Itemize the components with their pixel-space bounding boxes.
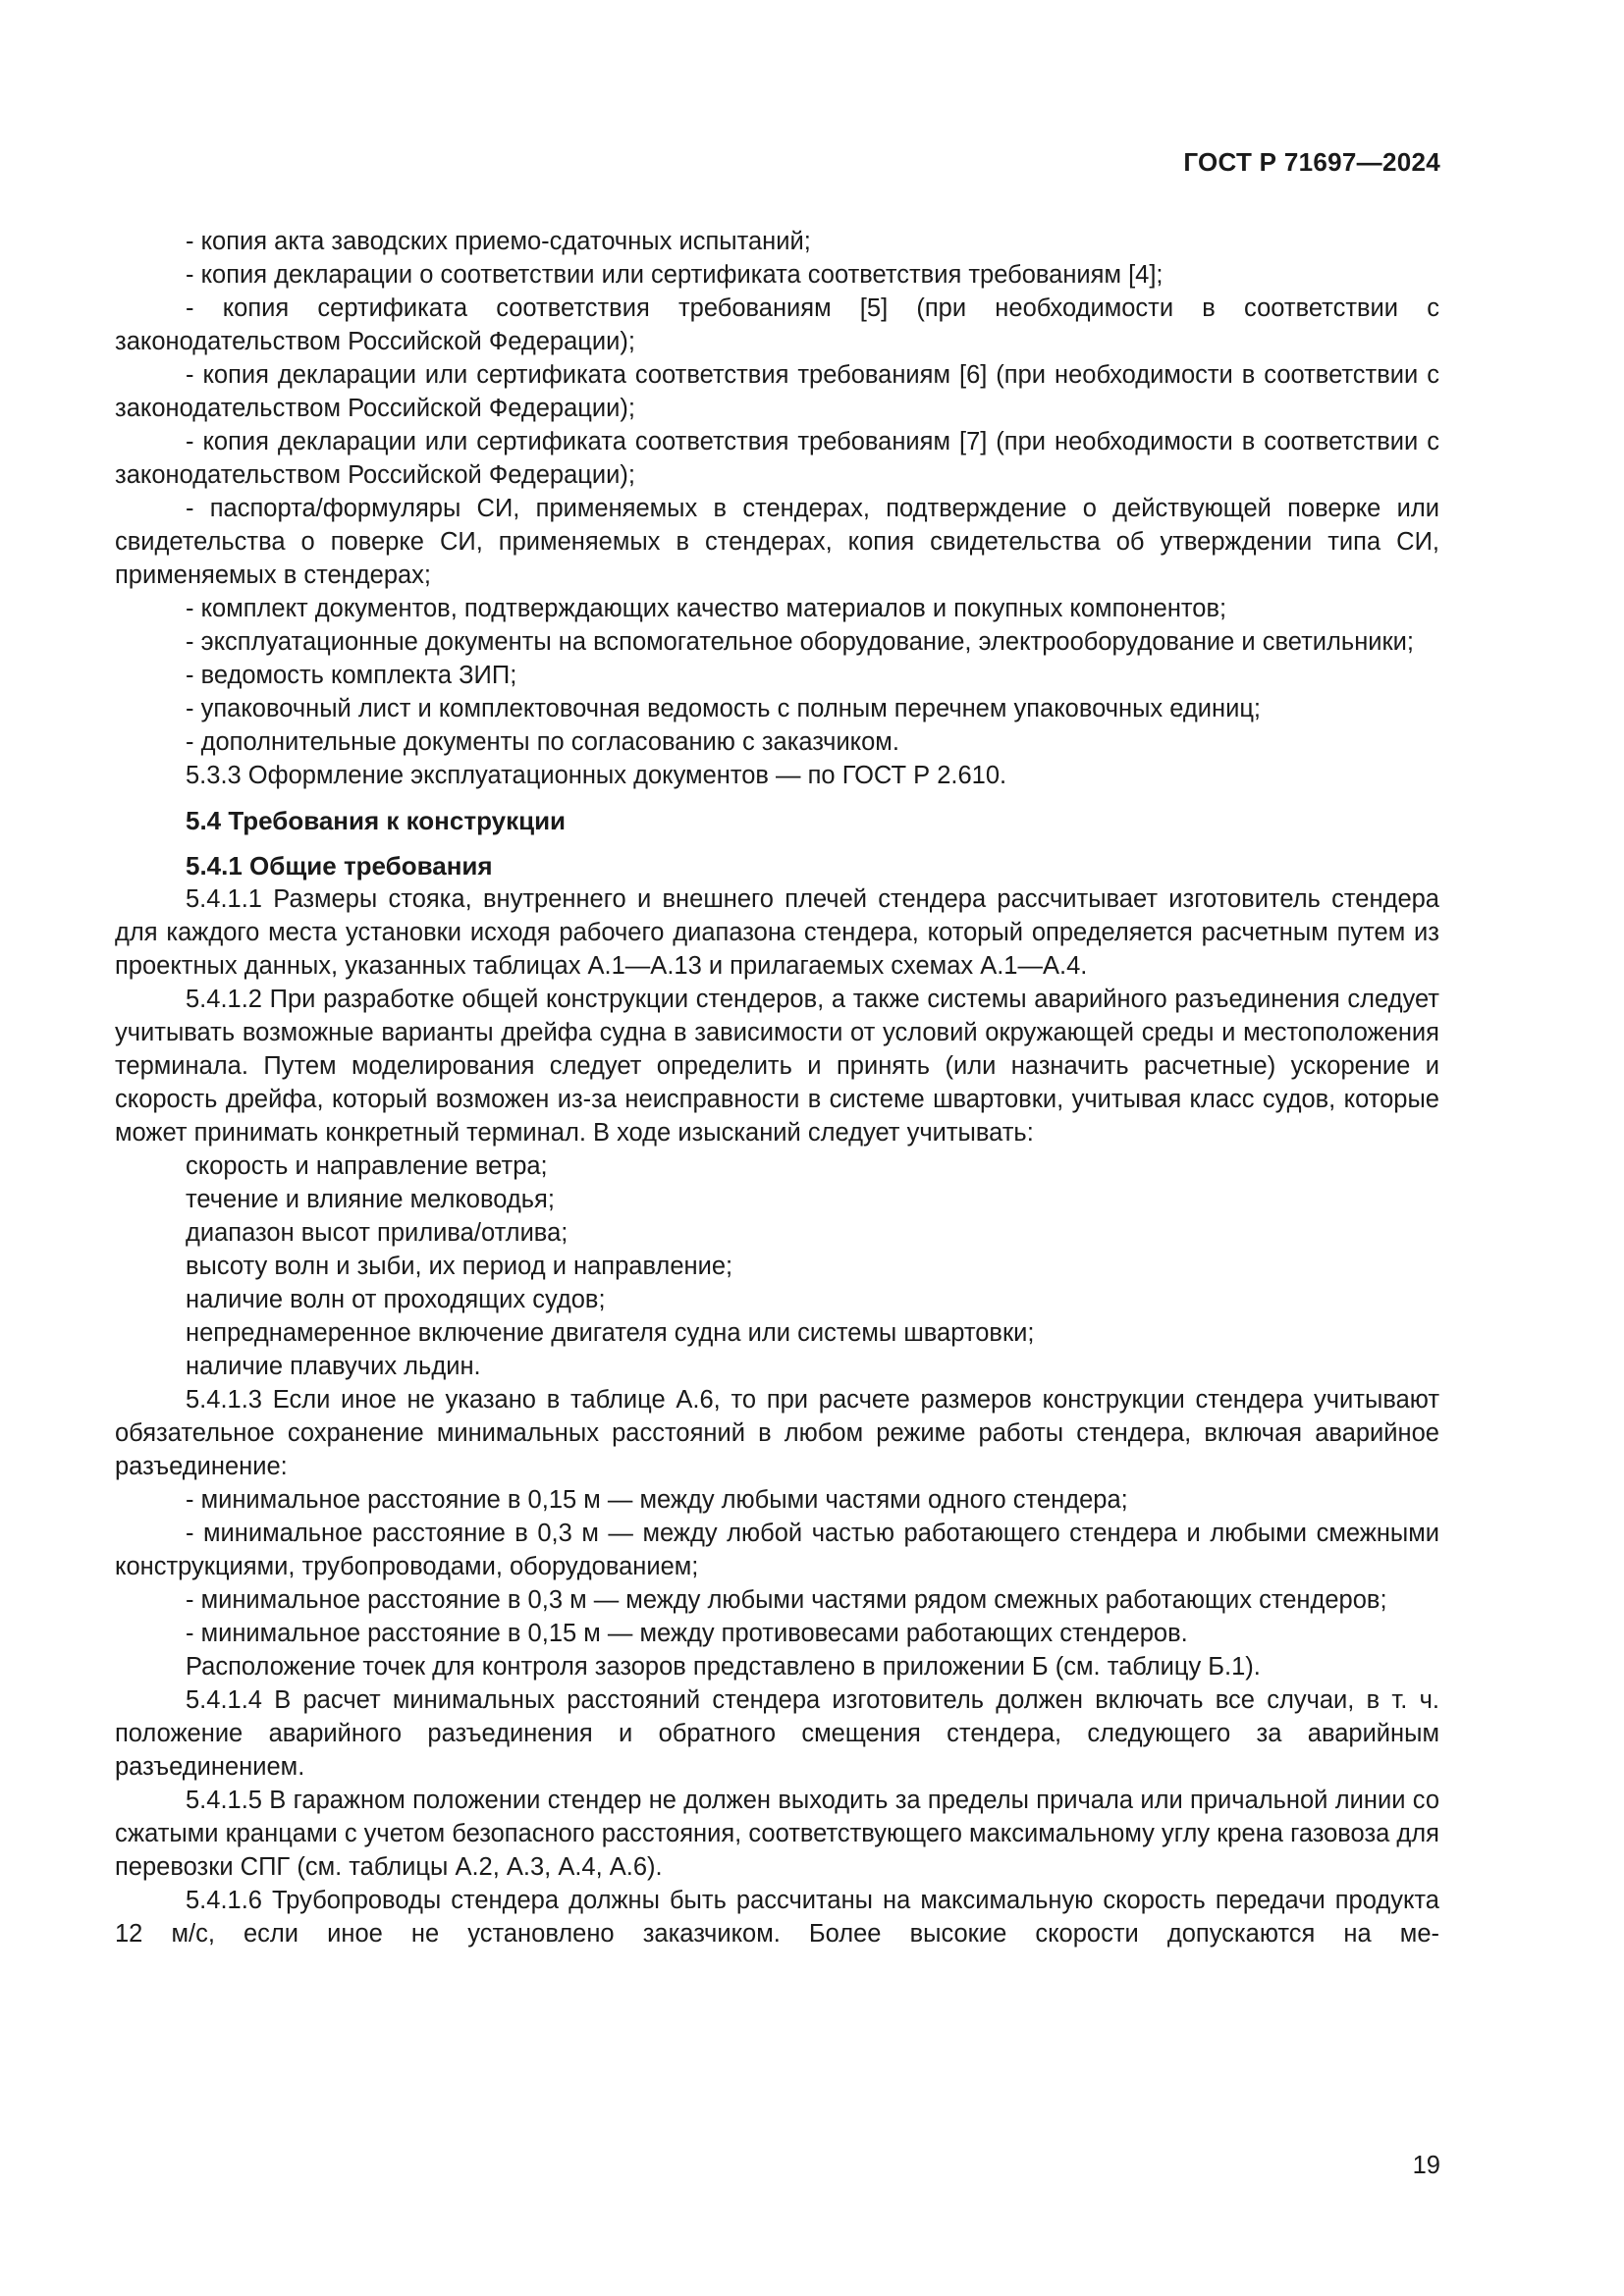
list-item: - упаковочный лист и комплектовочная ведомость с полным перечнем упаковочных единиц;	[186, 695, 1262, 722]
list-item: - минимальное расстояние в 0,3 м — между любыми частями рядом смежных работающих стендеров;	[186, 1586, 1387, 1614]
list-item: - минимальное расстояние в 0,15 м — между противовесами работающих стендеров.	[186, 1620, 1188, 1647]
paragraph-5-4-1-3: 5.4.1.3 Если иное не указано в таблице А.6, то при расчете размеров конструкции стендера учитывают обязательное сохранение минимальных расстояний в любом режиме работы стендера, включая аварийное разъединение:	[115, 1386, 1439, 1480]
list-item: высоту волн и зыби, их период и направление;	[186, 1253, 733, 1280]
page-number: 19	[1412, 2152, 1440, 2179]
list-item: - копия декларации или сертификата соответствия требованиям [7] (при необходимости в соответствии с законодательством Российской Федерации);	[115, 428, 1439, 489]
list-item: - дополнительные документы по согласованию с заказчиком.	[186, 728, 899, 756]
list-item: наличие волн от проходящих судов;	[186, 1286, 606, 1313]
section-heading-5-4: 5.4 Требования к конструкции	[186, 806, 567, 835]
document-header: ГОСТ Р 71697—2024	[1183, 147, 1440, 177]
paragraph-5-4-1-1: 5.4.1.1 Размеры стояка, внутреннего и внешнего плечей стендера рассчитывает изготовитель стендера для каждого места установки исходя рабочего диапазона стендера, который определяется расчетным путем из проектных данных, указанных таблицах А.1—А.13 и прилагаемых схемах А.1—А.4.	[115, 885, 1439, 980]
paragraph-5-4-1-6: 5.4.1.6 Трубопроводы стендера должны быть рассчитаны на максимальную скорость передачи продукта 12 м/с, если иное не установлено заказчиком. Более высокие скорости допускаются на ме-	[115, 1887, 1439, 1948]
list-item: течение и влияние мелководья;	[186, 1186, 555, 1213]
paragraph-5-4-1-4: 5.4.1.4 В расчет минимальных расстояний стендера изготовитель должен включать все случаи, в т. ч. положение аварийного разъединения и обратного смещения стендера, следующего за аварийным разъединением.	[115, 1686, 1439, 1781]
list-item: диапазон высот прилива/отлива;	[186, 1219, 568, 1247]
paragraph-5-4-1-5: 5.4.1.5 В гаражном положении стендер не должен выходить за пределы причала или причальной линии со сжатыми кранцами с учетом безопасного расстояния, соответствующего максимальному углу крена газовоза для перевозки СПГ (см. таблицы А.2, А.3, А.4, А.6).	[115, 1787, 1439, 1881]
list-item: - копия акта заводских приемо-сдаточных испытаний;	[186, 228, 811, 255]
list-item: скорость и направление ветра;	[186, 1152, 548, 1180]
paragraph-gap-control: Расположение точек для контроля зазоров представлено в приложении Б (см. таблицу Б.1).	[186, 1653, 1261, 1681]
list-item: - минимальное расстояние в 0,15 м — между любыми частями одного стендера;	[186, 1486, 1128, 1514]
subsection-heading-5-4-1: 5.4.1 Общие требования	[186, 851, 493, 881]
document-body	[115, 225, 1439, 1950]
list-item: - минимальное расстояние в 0,3 м — между любой частью работающего стендера и любыми смежными конструкциями, трубопроводами, оборудованием;	[115, 1520, 1439, 1580]
paragraph-5-4-1-2: 5.4.1.2 При разработке общей конструкции стендеров, а также системы аварийного разъединения следует учитывать возможные варианты дрейфа судна в зависимости от условий окружающей среды и местоположения терминала. Путем моделирования следует определить и принять (или назначить расчетные) ускорение и скорость дрейфа, который возможен из-за неисправности в системе швартовки, учитывая класс судов, которые может принимать конкретный терминал. В ходе изысканий следует учитывать:	[115, 986, 1439, 1147]
list-item: - комплект документов, подтверждающих качество материалов и покупных компонентов;	[186, 595, 1227, 622]
list-item: - ведомость комплекта ЗИП;	[186, 662, 517, 689]
list-item: - копия декларации о соответствии или сертификата соответствия требованиям [4];	[186, 261, 1164, 289]
list-item: непреднамеренное включение двигателя судна или системы швартовки;	[186, 1319, 1035, 1347]
list-item: - эксплуатационные документы на вспомогательное оборудование, электрооборудование и светильники;	[186, 628, 1415, 656]
minimum-distances-list	[115, 1483, 1439, 1650]
list-item: наличие плавучих льдин.	[186, 1353, 481, 1380]
list-item: - копия декларации или сертификата соответствия требованиям [6] (при необходимости в соответствии с законодательством Российской Федерации);	[115, 361, 1439, 422]
paragraph-5-3-3: 5.3.3 Оформление эксплуатационных документов — по ГОСТ Р 2.610.	[186, 762, 1007, 789]
drift-factors-list	[115, 1149, 1439, 1383]
list-item: - паспорта/формуляры СИ, применяемых в стендерах, подтверждение о действующей поверке или свидетельства о поверке СИ, применяемых в стендерах, копия свидетельства об утверждении типа СИ, применяемых в стендерах;	[115, 495, 1439, 589]
required-documents-list	[115, 225, 1439, 759]
list-item: - копия сертификата соответствия требованиям [5] (при необходимости в соответствии с законодательством Российской Федерации);	[115, 294, 1439, 355]
